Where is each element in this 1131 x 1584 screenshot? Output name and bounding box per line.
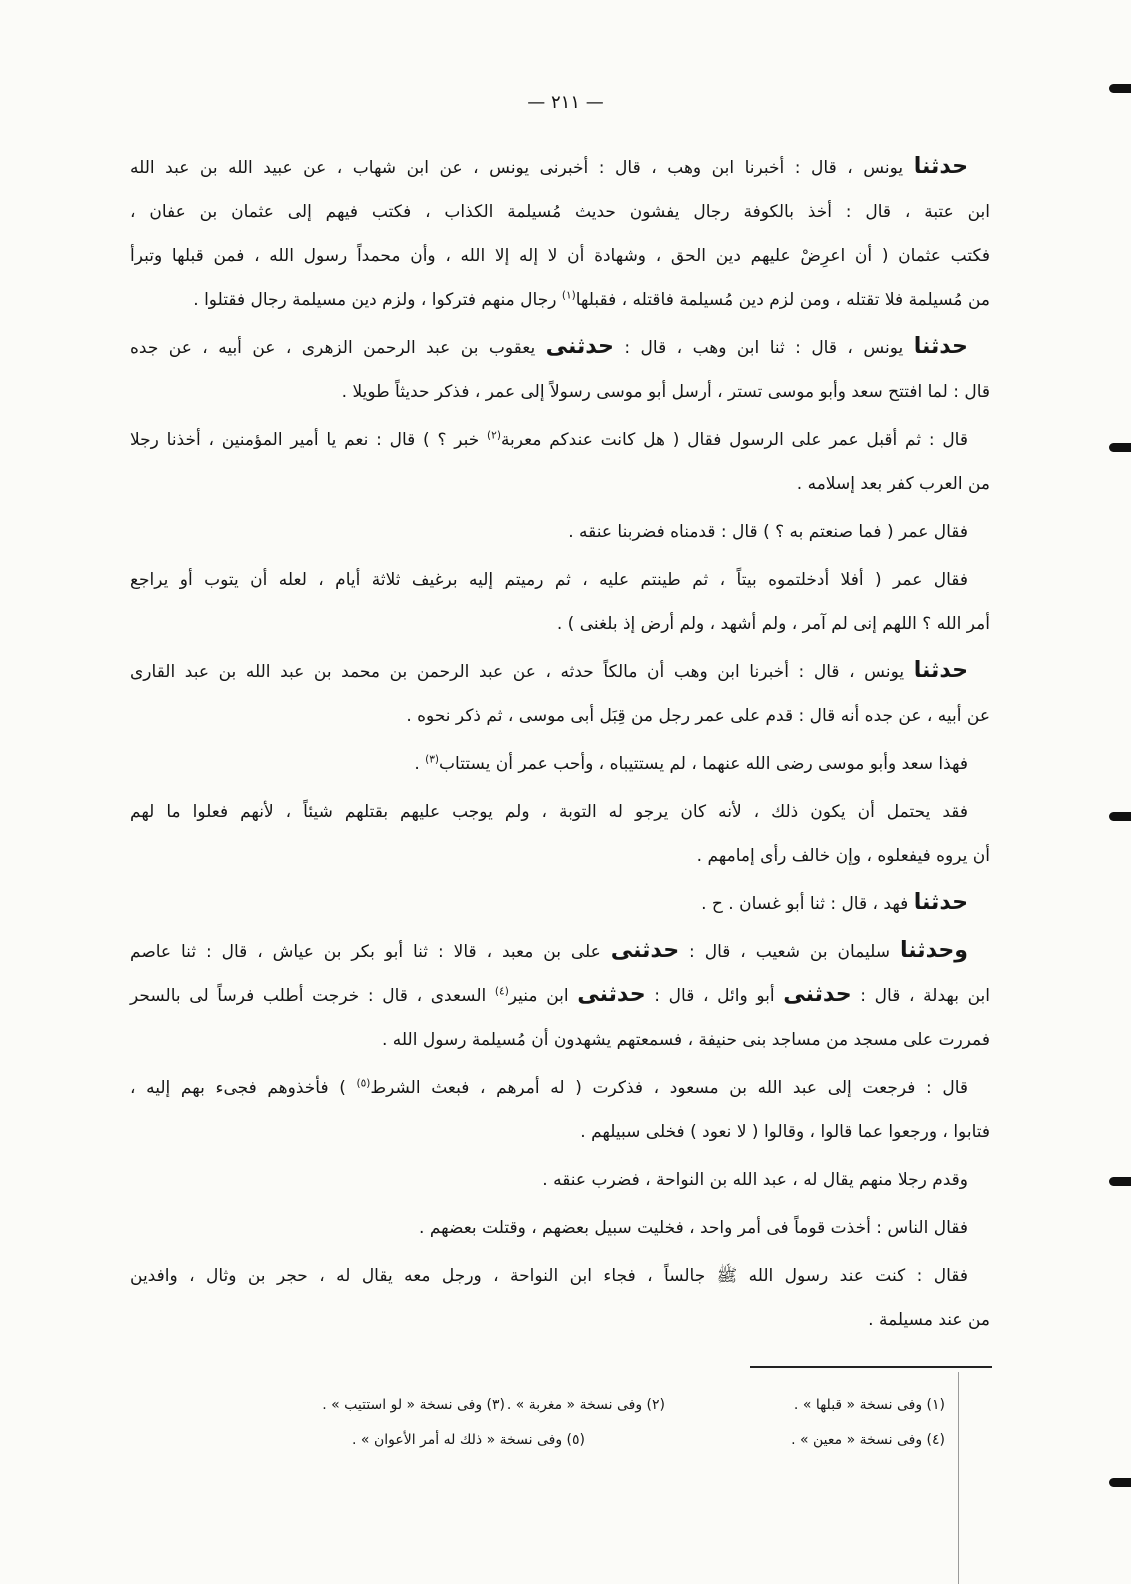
text-line [130,790,990,834]
footnote-ref: (٣) [425,753,440,766]
scan-artifact-mark [1109,443,1131,452]
text-run: أن يروه فيفعلوه ، وإن خالف رأى إمامهم . [696,846,990,866]
text-run: أبو وائل ، قال : [645,986,784,1006]
text-run: فقال عمر ( فما صنعتم به ؟ ) قال : قدمناه فضربنا عنقه . [568,522,968,542]
text-run: فتابوا ، ورجعوا عما قالوا ، وقالوا ( لا نعود ) فخلى سبيلهم . [580,1122,990,1142]
footnote-separator [750,1366,992,1368]
text-run: سليمان بن شعيب ، قال : [679,942,900,962]
text-run: فمررت على مسجد من مساجد بنى حنيفة ، فسمعتهم يشهدون أن مُسيلمة رسول الله . [381,1030,990,1050]
scan-artifact-mark [1109,1177,1131,1186]
text-line [130,326,990,370]
text-run: ابن بهدلة ، قال : [851,986,990,1006]
text-run: فقد يحتمل أن يكون ذلك ، لأنه كان يرجو له التوبة ، ولم يوجب عليهم بقتلهم شيئاً ، لأنهم فعلوا ما لهم [130,802,968,822]
text-line [130,418,990,462]
text-run: ) فأخذوهم فجىء بهم إليه ، [130,1078,357,1098]
text-line [130,974,990,1018]
paragraph [130,326,990,414]
text-line [130,930,990,974]
footnote: (١) وفى نسخة « قبلها » . [793,1397,945,1413]
text-run: فقال الناس : أخذت قوماً فى أمر واحد ، فخليت سبيل بعضهم ، وقتلت بعضهم . [419,1218,968,1238]
footnote-ref: (٥) [356,1077,371,1090]
narration-keyword: حدثنا [913,889,968,915]
text-run: من عند مسيلمة . [868,1310,990,1330]
text-line [130,278,990,322]
text-run: . [414,754,426,774]
text-run: يعقوب بن عبد الرحمن الزهرى ، عن أبيه ، عن جده [130,338,546,358]
narration-keyword: حدثنا [913,657,968,683]
paragraph [130,510,990,554]
paragraph [130,742,990,786]
text-line [130,650,990,694]
paragraph [130,882,990,926]
text-run: فقال عمر ( أفلا أدخلتموه بيتاً ، ثم طينتم عليه ، ثم رميتم إليه برغيف ثلاثة أيام ، لعله أن يتوب أو يراجع [130,570,968,590]
paragraph [130,1206,990,1250]
narration-keyword: حدثنى [577,981,646,1007]
scan-artifact-mark [1109,1478,1131,1487]
text-line [130,558,990,602]
text-line [130,1110,990,1154]
footnote: (٣) وفى نسخة « لو استتيب » . [322,1397,505,1413]
text-line [130,462,990,506]
text-run: من العرب كفر بعد إسلامه . [796,474,990,494]
paragraph [130,1066,990,1154]
text-line [130,510,990,554]
text-run: يونس ، قال : ثنا ابن وهب ، قال : [613,338,914,358]
text-line [130,370,990,414]
text-run: أمر الله ؟ اللهم إنى لم آمر ، ولم أشهد ، ولم أرض إذ بلغنى ) . [556,614,990,634]
text-run: السعدى ، قال : خرجت أطلب فرساً لى بالسحر [130,986,495,1006]
paragraph [130,790,990,878]
text-line [130,1206,990,1250]
text-run: يونس ، قال : أخبرنا ابن وهب ، قال : أخبرنى يونس ، عن ابن شهاب ، عن عبيد الله بن عبد الله [130,158,914,178]
paragraph [130,1158,990,1202]
text-line [130,1158,990,1202]
text-run: قال : فرجعت إلى عبد الله بن مسعود ، فذكرت ( له أمرهم ، فبعث الشرط [370,1078,969,1098]
text-line [130,146,990,190]
text-line [130,234,990,278]
footnote: (٤) وفى نسخة « معين » . [791,1432,945,1448]
text-line [130,694,990,738]
footnote-ref: (٢) [487,429,501,442]
text-run: فهذا سعد وأبو موسى رضى الله عنهما ، لم يستتيباه ، وأحب عمر أن يستتاب [439,754,968,774]
text-line [130,1066,990,1110]
scan-artifact-mark [1109,812,1131,821]
text-line [130,882,990,926]
text-run: قال : ثم أقبل عمر على الرسول فقال ( هل كانت عندكم معربة [500,430,968,450]
text-run: وقدم رجلا منهم يقال له ، عبد الله بن النواحة ، فضرب عنقه . [542,1170,968,1190]
text-run: ابن عتبة ، قال : أخذ بالكوفة رجال يفشون حديث مُسيلمة الكذاب ، فكتب فيهم إلى عثمان بن عفان ، [130,202,990,222]
footnote-ref: (٤) [494,985,509,998]
paragraph [130,650,990,738]
main-text [130,146,990,1346]
narration-keyword: حدثنى [783,981,852,1007]
paragraph [130,418,990,506]
text-line [130,1018,990,1062]
page-number: — ٢١١ — [527,92,604,113]
narration-keyword: حدثنا [913,153,968,179]
footnote-ref: (١) [561,289,576,302]
paragraph [130,558,990,646]
narration-keyword: حدثنى [610,937,680,963]
scan-edge-line [958,1372,959,1584]
paragraph [130,930,990,1062]
footnote: (٢) وفى نسخة « مغربة » . [506,1397,665,1413]
text-run: فقال : كنت عند رسول الله ﷺ جالساً ، فجاء ابن النواحة ، ورجل معه يقال له ، حجر بن وثال ، وافدين [130,1266,968,1286]
text-run: على بن معبد ، قالا : ثنا أبو بكر بن عياش ، قال : ثنا عاصم [130,942,611,962]
text-run: قال : لما افتتح سعد وأبو موسى تستر ، أرسل أبو موسى رسولاً إلى عمر ، فذكر حديثاً طويلا . [341,382,990,402]
scan-artifact-mark [1109,84,1131,93]
text-run: من مُسيلمة فلا تقتله ، ومن لزم دين مُسيلمة فاقتله ، فقبلها [575,290,990,310]
text-line [130,834,990,878]
text-run: عن أبيه ، عن جده أنه قال : قدم على عمر رجل من قِبَل أبى موسى ، ثم ذكر نحوه . [406,706,990,726]
narration-keyword: وحدثنا [899,937,968,963]
narration-keyword: حدثنى [545,333,614,359]
narration-keyword: حدثنا [913,333,968,359]
text-run: يونس ، قال : أخبرنا ابن وهب أن مالكاً حدثه ، عن عبد الرحمن بن محمد بن عبد الله بن عبد القارى [130,662,914,682]
paragraph [130,1254,990,1342]
text-run: فكتب عثمان ( أن اعرِضْ عليهم دين الحق ، وشهادة أن لا إله إلا الله ، وأن محمداً رسول الله ، فمن قبلها وتبرأ [130,246,990,266]
text-line [130,190,990,234]
paragraph [130,146,990,322]
text-run: فهد ، قال : ثنا أبو غسان . ح . [701,894,914,914]
text-line [130,1298,990,1342]
text-line [130,742,990,786]
text-run: ابن منير [508,986,578,1006]
text-run: رجال منهم فتركوا ، ولزم دين مسيلمة رجال فقتلوا . [193,290,562,310]
text-line [130,602,990,646]
text-run: خبر ؟ ) قال : نعم يا أمير المؤمنين ، أخذنا رجلا [130,430,488,450]
text-line [130,1254,990,1298]
footnote: (٥) وفى نسخة « ذلك له أمر الأعوان » . [352,1432,585,1448]
